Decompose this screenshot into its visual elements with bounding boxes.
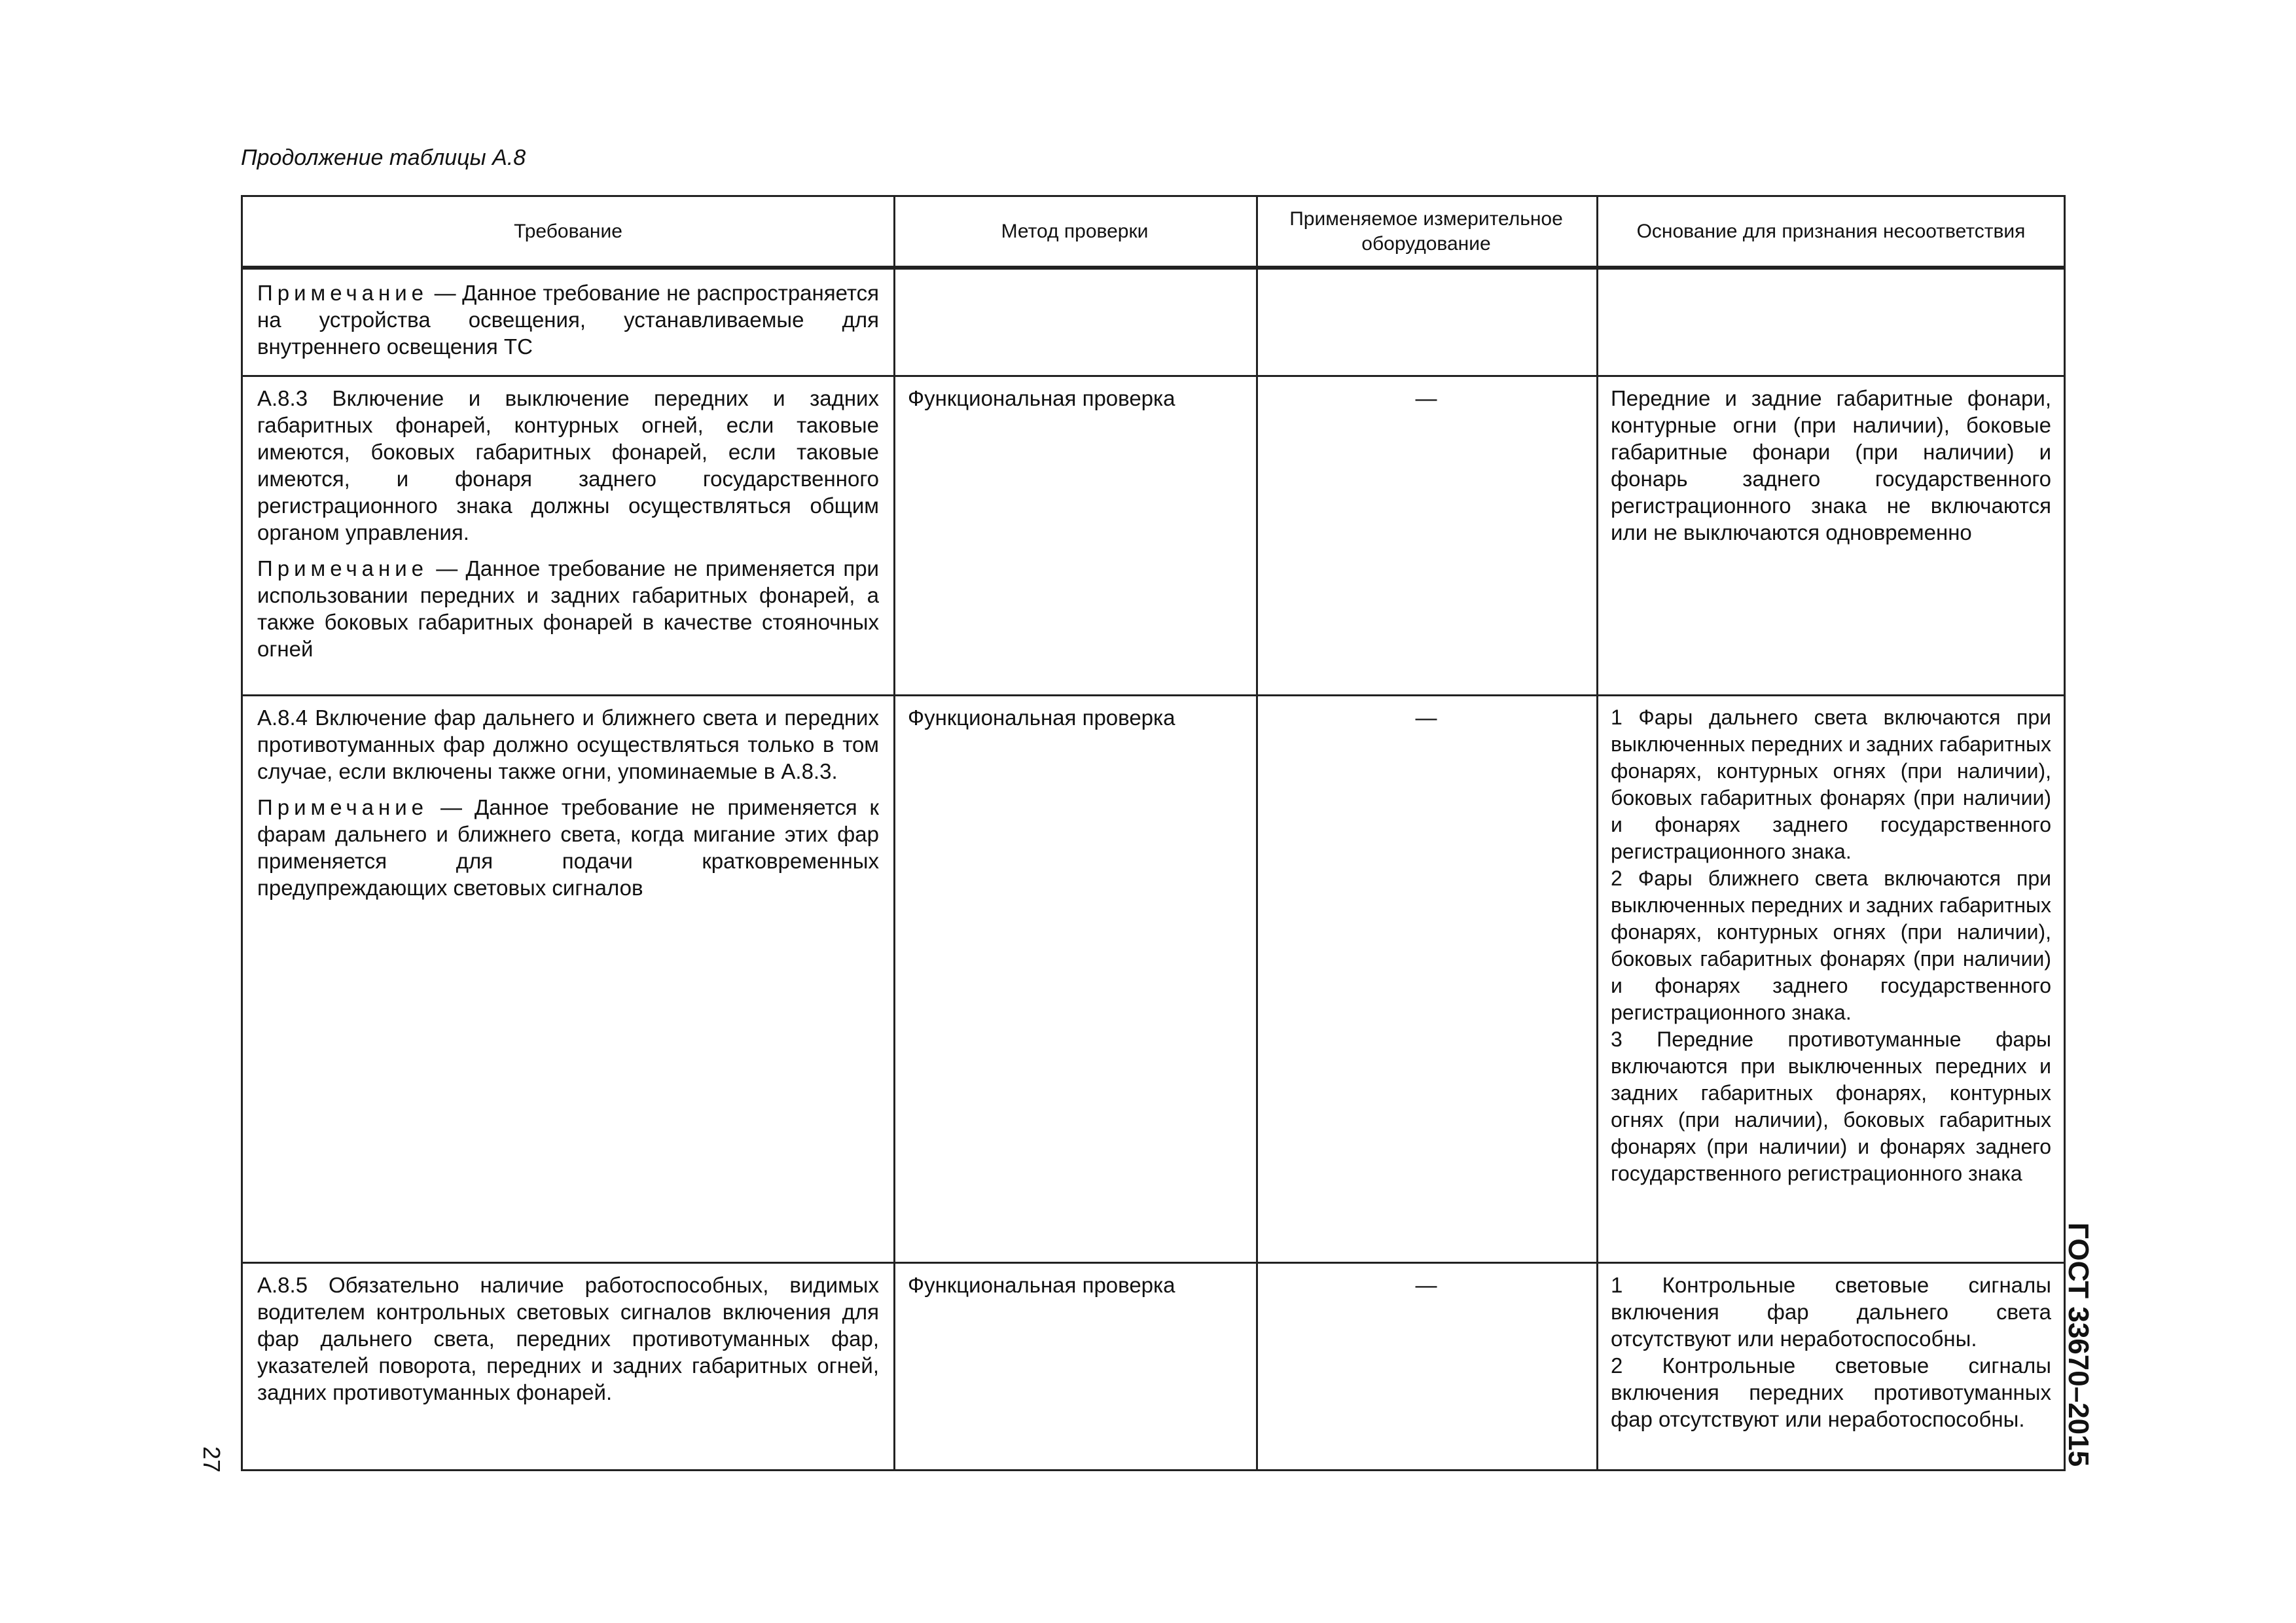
note-text: — Данное требование не распространяется на устройства освещения, устанавливаемые для внутреннего освещения ТС <box>257 281 879 359</box>
table-row <box>243 272 893 375</box>
requirement-text: А.8.5 Обязательно наличие работоспособных, видимых водителем контрольных световых сигналов включения для фар дальнего света, передних противотуманных фар, указателей поворота, передних и задних габаритных огней, задних противотуманных фонарей. <box>257 1273 879 1404</box>
method-cell: Функциональная проверка <box>908 1273 1175 1297</box>
basis-item: 2 Контрольные световые сигналы включения передних противотуманных фар отсутствуют или неработоспособны. <box>1611 1353 2051 1431</box>
method-cell: Функциональная проверка <box>908 705 1175 730</box>
note <box>257 279 879 360</box>
note-label: Примечание <box>257 281 429 305</box>
note-label: Примечание <box>257 556 429 580</box>
equipment-cell: — <box>1415 1273 1437 1297</box>
basis-item: 1 Фары дальнего света включаются при выключенных передних и задних габаритных фонарях, контурных огнях (при наличии), боковых габаритных фонарях (при наличии) и фонарях заднего государственного регистрационного знака. <box>1611 705 2051 863</box>
table-row <box>243 1264 893 1423</box>
method-cell: Функциональная проверка <box>908 386 1175 410</box>
standard-designation: ГОСТ 33670–2015 <box>2062 1222 2094 1467</box>
header-requirement: Требование <box>514 220 622 242</box>
basis-item: 2 Фары ближнего света включаются при выключенных передних и задних габаритных фонарях, контурных огнях (при наличии), боковых габаритных фонарях (при наличии) и фонарях заднего государственного регистрационного знака. <box>1611 866 2051 1024</box>
header-method: Метод проверки <box>1001 220 1149 242</box>
basis-cell <box>1596 1264 2066 1440</box>
note <box>257 794 879 901</box>
header-equipment: Применяемое измерительное оборудование <box>1289 207 1563 255</box>
basis-cell <box>1596 696 2066 1195</box>
note-text: — Данное требование не применяется при использовании передних и задних габаритных фонарей, а также боковых габаритных фонарей в качестве стояночных огней <box>257 556 879 661</box>
equipment-cell: — <box>1415 386 1437 410</box>
note-label: Примечание <box>257 795 429 819</box>
equipment-cell: — <box>1415 705 1437 730</box>
table-caption: Продолжение таблицы А.8 <box>241 145 526 170</box>
table-row <box>243 696 893 1262</box>
header-divider <box>243 266 2064 270</box>
note <box>257 555 879 662</box>
header-basis: Основание для признания несоответствия <box>1636 220 2026 242</box>
requirements-table <box>241 195 2066 1471</box>
page-number: 27 <box>198 1446 225 1473</box>
basis-item: 1 Контрольные световые сигналы включения фар дальнего света отсутствуют или неработоспособны. <box>1611 1273 2051 1351</box>
basis-item: 3 Передние противотуманные фары включаются при выключенных передних и задних габаритных фонарях, контурных огнях (при наличии), боковых габаритных фонарях (при наличии) и фонарях заднего государственного регистрационного знака <box>1611 1027 2051 1185</box>
basis-cell: Передние и задние габаритные фонари, контурные огни (при наличии), боковые габаритные фонари (при наличии) и фонарь заднего государственного регистрационного знака не включаются или не выключаются одновременно <box>1611 386 2051 544</box>
requirement-text: А.8.3 Включение и выключение передних и задних габаритных фонарей, контурных огней, если таковые имеются, боковых габаритных фонарей, если таковые имеются, и фонаря заднего государственного регистрационного знака должны осуществляться общим органом управления. <box>257 386 879 544</box>
table-row <box>243 377 893 694</box>
note-text: — Данное требование не применяется к фарам дальнего и ближнего света, когда мигание этих фар применяется для подачи кратковременных предупреждающих световых сигналов <box>257 795 879 900</box>
requirement-text: А.8.4 Включение фар дальнего и ближнего света и передних противотуманных фар должно осуществляться только в том случае, если включены также огни, упоминаемые в А.8.3. <box>257 705 879 783</box>
